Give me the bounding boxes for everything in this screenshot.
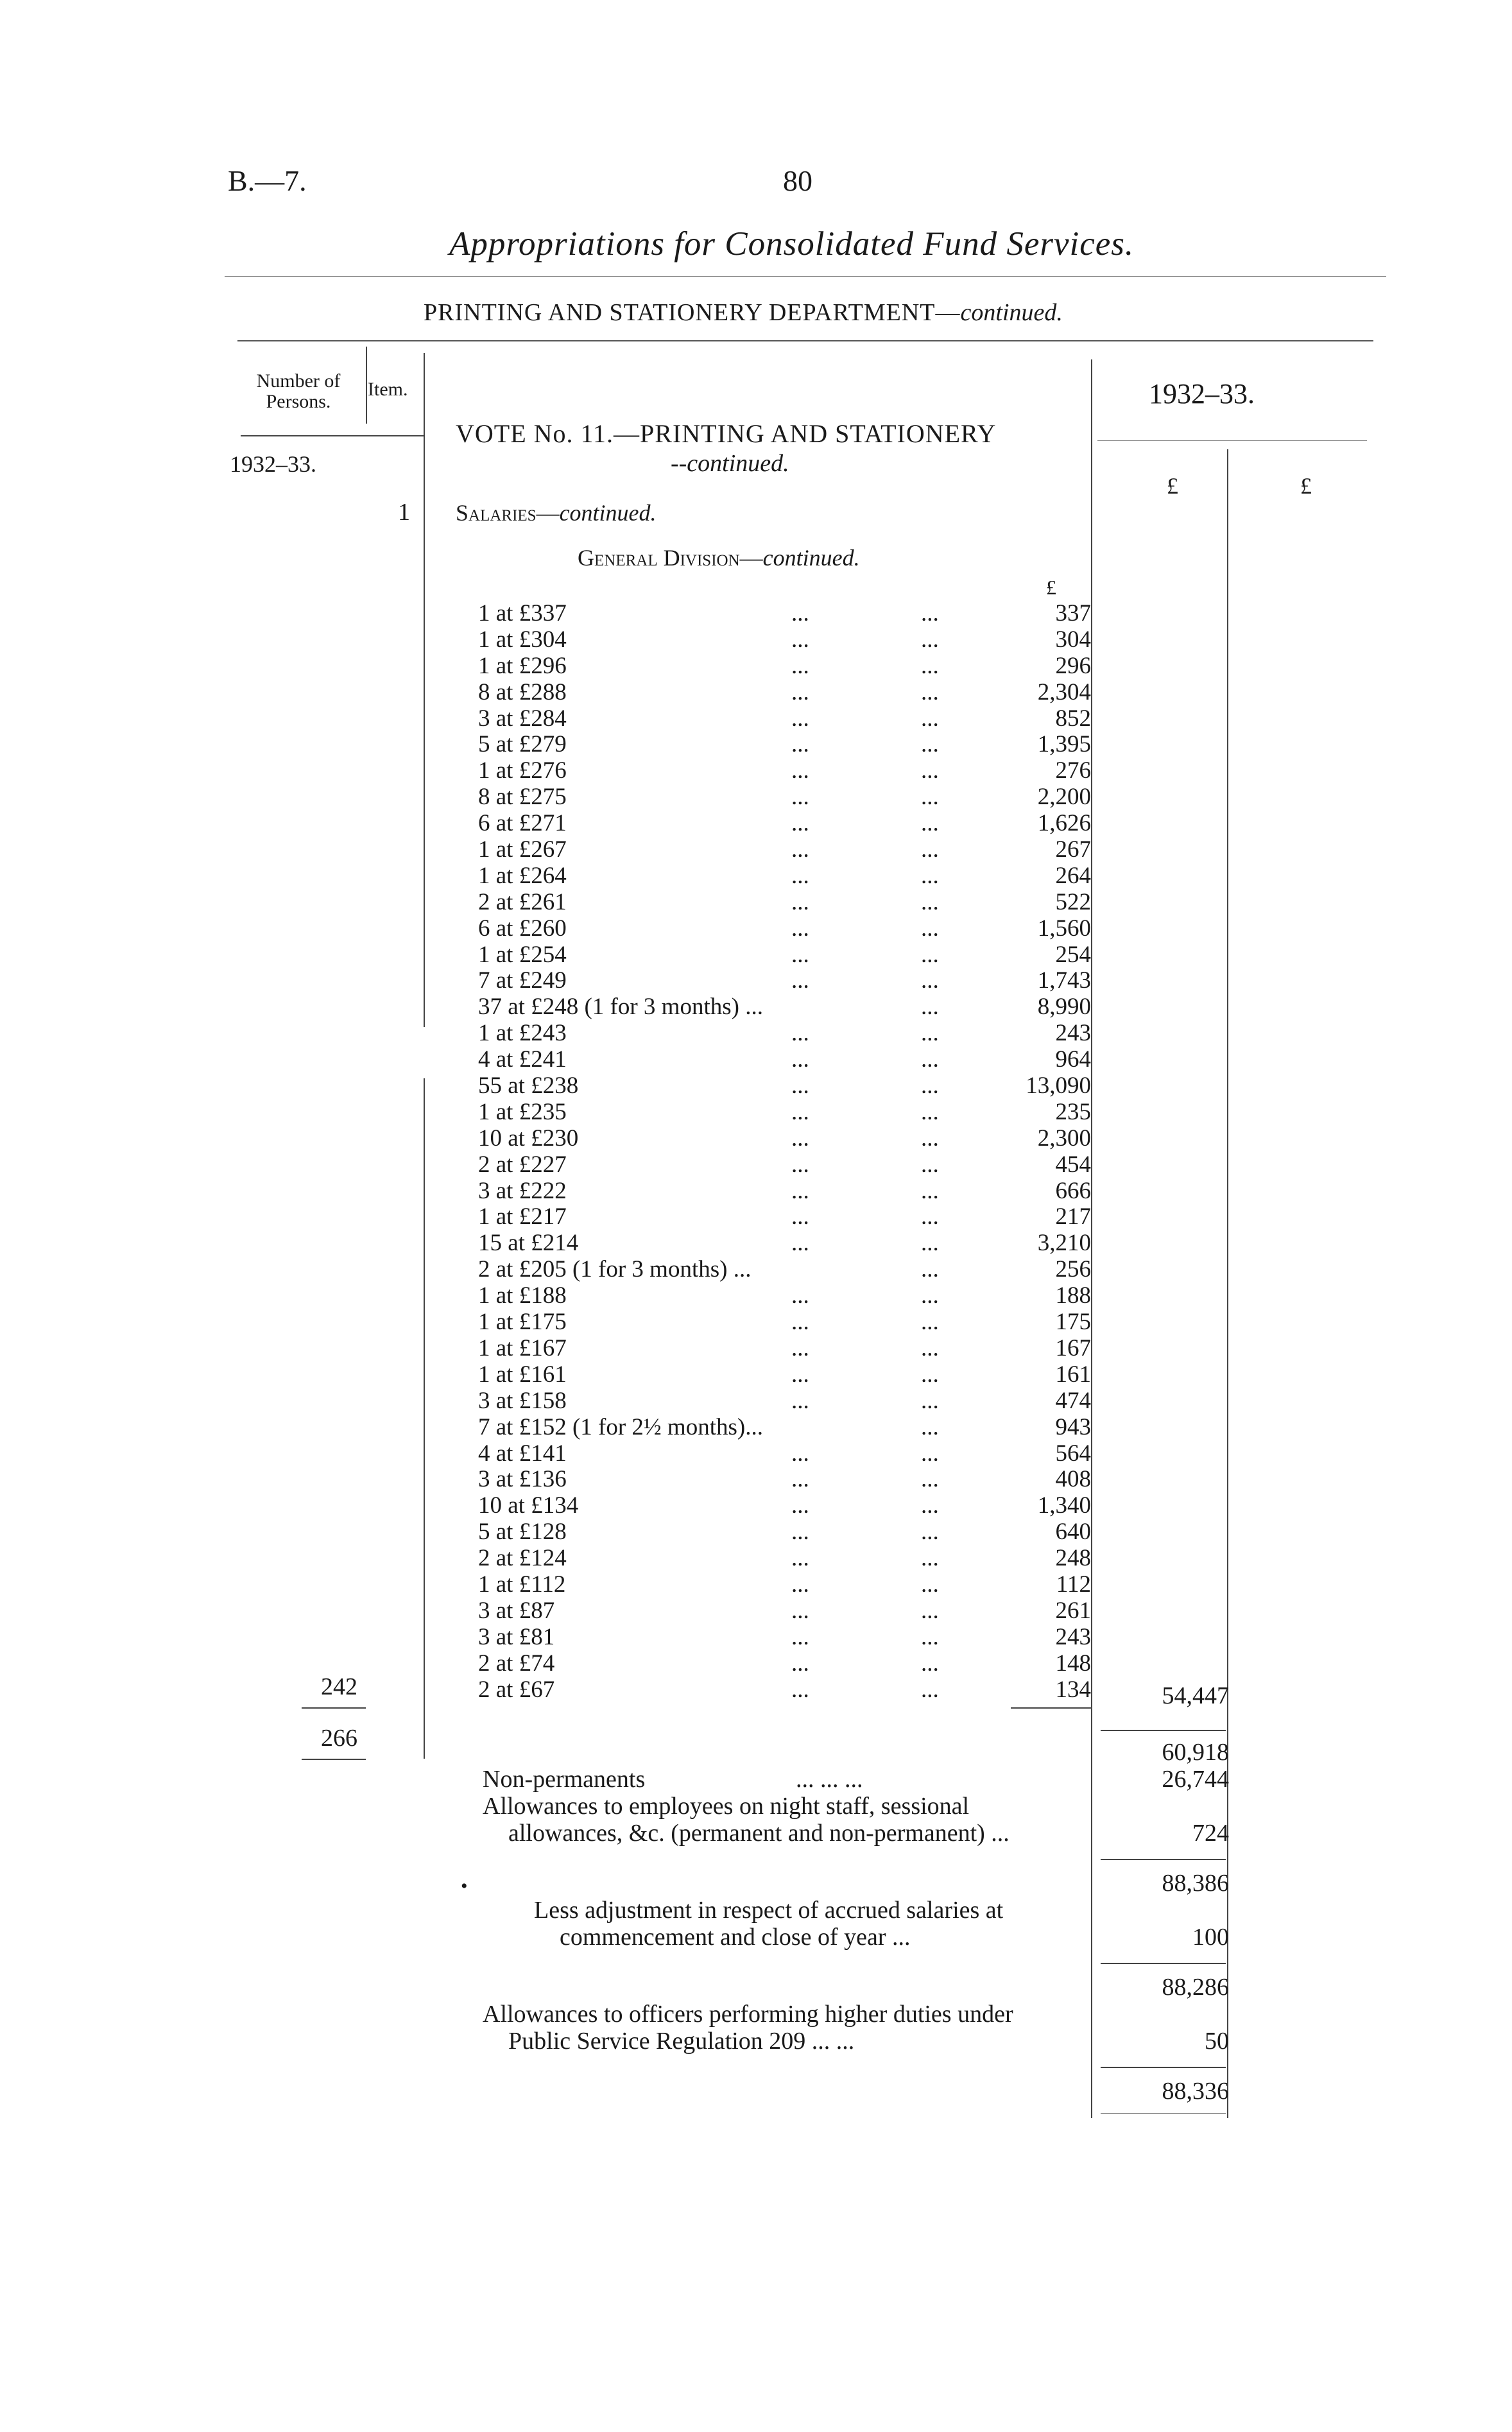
leader-dots: ... xyxy=(791,1650,809,1677)
less-adjustment-amount: 100 xyxy=(1192,1924,1229,1951)
leader-dots: ... xyxy=(791,1125,809,1151)
leader-dots: ... xyxy=(921,862,939,889)
rate-label: 1 at £276 xyxy=(478,757,567,784)
leader-dots: ... xyxy=(921,1440,939,1467)
rate-label: 3 at £222 xyxy=(478,1177,567,1204)
rate-amount: 2,300 xyxy=(1037,1125,1091,1151)
salaries-continued: continued. xyxy=(559,500,657,526)
rate-label: 4 at £241 xyxy=(478,1046,567,1073)
leader-dots: ... xyxy=(791,836,809,863)
general-division-continued: continued. xyxy=(762,545,860,571)
salaries-heading xyxy=(456,499,657,526)
table-row xyxy=(478,1546,1091,1572)
rate-amount: 148 xyxy=(1055,1650,1091,1677)
leader-dots: ... xyxy=(791,1466,809,1493)
subtotal-two: 88,386 xyxy=(1162,1870,1229,1897)
amount-column-left-divider xyxy=(1091,359,1092,2118)
table-row xyxy=(478,1100,1091,1126)
item-column-divider xyxy=(424,353,425,1027)
leader-dots: ... xyxy=(921,1519,939,1546)
table-row xyxy=(478,1152,1091,1178)
rate-label: 4 at £141 xyxy=(478,1440,567,1467)
rate-label: 7 at £249 xyxy=(478,967,567,994)
department-heading xyxy=(424,298,1063,327)
table-row xyxy=(478,653,1091,680)
rate-amount: 243 xyxy=(1055,1020,1091,1047)
rate-amount: 256 xyxy=(1055,1256,1091,1283)
rate-amount: 254 xyxy=(1055,941,1091,968)
rate-label: 10 at £230 xyxy=(478,1125,579,1151)
leader-dots: ... xyxy=(791,1309,809,1336)
leader-dots: ... xyxy=(921,600,939,626)
amount-column-mid-divider xyxy=(1227,449,1228,2118)
rate-label: 1 at £112 xyxy=(478,1571,566,1598)
salaries-label: Salaries— xyxy=(456,500,560,526)
leader-dots: ... xyxy=(791,1151,809,1178)
persons-subtotal: 242 xyxy=(321,1673,357,1700)
rate-amount: 243 xyxy=(1055,1623,1091,1650)
rate-label: 2 at £227 xyxy=(478,1151,567,1178)
rate-label: 3 at £158 xyxy=(478,1387,567,1414)
rate-label: 6 at £260 xyxy=(478,915,567,942)
year-header: 1932–33. xyxy=(1149,378,1255,410)
table-row xyxy=(478,1388,1091,1415)
rule-before-grand-total xyxy=(1101,2067,1226,2068)
rate-label: 15 at £214 xyxy=(478,1230,579,1257)
rate-label: 3 at £284 xyxy=(478,705,567,732)
leader-dots: ... xyxy=(921,1361,939,1388)
rate-amount: 235 xyxy=(1055,1098,1091,1125)
rate-amount: 454 xyxy=(1055,1151,1091,1178)
rate-label: 7 at £152 (1 for 2½ months)... xyxy=(478,1413,763,1440)
table-row xyxy=(478,1651,1091,1677)
leader-dots: ... xyxy=(921,1466,939,1493)
rate-label: 37 at £248 (1 for 3 months) ... xyxy=(478,994,763,1021)
leader-dots: ... xyxy=(791,731,809,758)
rate-label: 8 at £275 xyxy=(478,784,567,811)
leader-dots: ... xyxy=(921,1545,939,1572)
leader-dots: ... xyxy=(921,1046,939,1073)
rate-amount: 296 xyxy=(1055,652,1091,679)
rate-label: 1 at £337 xyxy=(478,600,567,626)
table-row xyxy=(478,1677,1091,1703)
leader-dots: ... xyxy=(791,626,809,653)
leader-dots: ... xyxy=(921,705,939,732)
leader-dots: ... xyxy=(791,784,809,811)
rate-label: 2 at £74 xyxy=(478,1650,555,1677)
subtotal-one: 60,918 xyxy=(1162,1739,1229,1766)
division-subtotal-rule xyxy=(1011,1707,1091,1709)
table-row xyxy=(478,1625,1091,1651)
pound-header-left: £ xyxy=(1167,473,1178,499)
persons-total: 266 xyxy=(321,1725,357,1752)
leader-dots: ... xyxy=(791,1073,809,1100)
leader-dots: ... xyxy=(791,1623,809,1650)
leader-dots: ... xyxy=(921,1177,939,1204)
rate-label: 6 at £271 xyxy=(478,810,567,837)
table-row xyxy=(478,758,1091,784)
rule-after-allowances xyxy=(1101,1859,1226,1860)
general-division-label: General Division— xyxy=(578,545,763,571)
number-of-persons-header: Number of Persons. xyxy=(256,370,341,412)
leader-dots: ... xyxy=(921,1230,939,1257)
rate-amount: 248 xyxy=(1055,1545,1091,1572)
margin-marker: • xyxy=(461,1876,468,1897)
table-row xyxy=(478,680,1091,706)
rate-amount: 666 xyxy=(1055,1177,1091,1204)
leader-dots: ... xyxy=(921,1413,939,1440)
rate-label: 3 at £81 xyxy=(478,1623,555,1650)
table-row xyxy=(478,1047,1091,1073)
vote-continued: --continued. xyxy=(671,450,789,477)
leader-dots: ... xyxy=(791,1334,809,1361)
leader-dots: ... xyxy=(791,1230,809,1257)
leader-dots: ... xyxy=(921,888,939,915)
table-row xyxy=(478,627,1091,653)
subtotal-three: 88,286 xyxy=(1162,1974,1229,2001)
leader-dots: ... xyxy=(791,967,809,994)
leader-dots: ... xyxy=(921,678,939,705)
rate-label: 8 at £288 xyxy=(478,678,567,705)
table-row xyxy=(478,784,1091,811)
table-row xyxy=(478,1598,1091,1625)
rate-label: 1 at £267 xyxy=(478,836,567,863)
table-row xyxy=(478,1467,1091,1493)
leader-dots: ... xyxy=(791,1046,809,1073)
table-row xyxy=(478,1572,1091,1598)
leader-dots: ... xyxy=(921,994,939,1021)
rule-after-grand-total xyxy=(1101,2113,1226,2114)
leader-dots: ... xyxy=(921,967,939,994)
table-row xyxy=(478,837,1091,863)
leader-dots: ... xyxy=(921,1125,939,1151)
leader-dots: ... xyxy=(921,1151,939,1178)
rate-amount: 943 xyxy=(1055,1413,1091,1440)
department-name: PRINTING AND STATIONERY DEPARTMENT— xyxy=(424,299,961,326)
leader-dots: ... xyxy=(921,810,939,837)
rate-label: 1 at £217 xyxy=(478,1203,567,1230)
table-row xyxy=(478,890,1091,916)
general-division-heading xyxy=(578,544,860,571)
rate-amount: 261 xyxy=(1055,1597,1091,1624)
year-header-rule xyxy=(1097,440,1367,441)
rule-after-division-total xyxy=(1101,1730,1226,1731)
leader-dots: ... xyxy=(791,1545,809,1572)
leader-dots: ... xyxy=(921,1571,939,1598)
leader-dots: ... xyxy=(791,1676,809,1703)
table-row xyxy=(478,968,1091,994)
division-total: 54,447 xyxy=(1162,1682,1229,1709)
grand-total: 88,336 xyxy=(1162,2078,1229,2105)
rate-amount: 1,626 xyxy=(1037,810,1091,837)
rate-amount: 852 xyxy=(1055,705,1091,732)
table-row xyxy=(478,1493,1091,1519)
rate-amount: 522 xyxy=(1055,888,1091,915)
table-row xyxy=(478,1336,1091,1362)
table-row xyxy=(478,1283,1091,1309)
leader-dots: ... xyxy=(791,941,809,968)
leader-dots: ... xyxy=(921,757,939,784)
rate-amount: 564 xyxy=(1055,1440,1091,1467)
leader-dots: ... xyxy=(921,1387,939,1414)
persons-header-rule xyxy=(241,435,424,436)
rule-after-adjustment xyxy=(1101,1963,1226,1964)
leader-dots: ... xyxy=(921,1098,939,1125)
allowances-line-1: Allowances to employees on night staff, sessional xyxy=(483,1793,970,1820)
rate-label: 1 at £264 xyxy=(478,862,567,889)
leader-dots: ... xyxy=(791,1020,809,1047)
leader-dots: ... xyxy=(791,1492,809,1519)
non-permanents-amount: 26,744 xyxy=(1162,1766,1229,1793)
table-row xyxy=(478,1178,1091,1205)
persons-year-header: 1932–33. xyxy=(230,451,316,477)
leader-dots: ... xyxy=(921,1282,939,1309)
document-reference: B.—7. xyxy=(228,164,307,197)
leader-dots: ... xyxy=(791,862,809,889)
table-row xyxy=(478,1415,1091,1441)
rate-amount: 167 xyxy=(1055,1334,1091,1361)
rate-amount: 276 xyxy=(1055,757,1091,784)
rate-amount: 8,990 xyxy=(1037,994,1091,1021)
leader-dots: ... xyxy=(791,600,809,626)
rate-amount: 267 xyxy=(1055,836,1091,863)
rate-amount: 112 xyxy=(1056,1571,1091,1598)
item-column-divider-lower xyxy=(424,1078,425,1759)
salary-rows xyxy=(478,601,1091,1703)
table-row xyxy=(478,1073,1091,1100)
rate-amount: 474 xyxy=(1055,1387,1091,1414)
rate-amount: 1,743 xyxy=(1037,967,1091,994)
item-header: Item. xyxy=(368,379,408,400)
table-row xyxy=(478,1126,1091,1152)
rate-amount: 175 xyxy=(1055,1309,1091,1336)
leader-dots: ... xyxy=(791,888,809,915)
table-row xyxy=(478,916,1091,942)
leader-dots: ... xyxy=(921,1073,939,1100)
rate-label: 5 at £279 xyxy=(478,731,567,758)
rate-amount: 1,340 xyxy=(1037,1492,1091,1519)
leader-dots: ... xyxy=(791,915,809,942)
leader-dots: ... xyxy=(921,1492,939,1519)
leader-dots: ... xyxy=(791,1282,809,1309)
item-number: 1 xyxy=(398,499,410,526)
higher-duties-line-1: Allowances to officers performing higher duties under xyxy=(483,2001,1013,2028)
rate-amount: 2,200 xyxy=(1037,784,1091,811)
department-continued: continued. xyxy=(960,299,1063,326)
less-adjustment-line-2: commencement and close of year ... xyxy=(560,1924,911,1951)
leader-dots: ... xyxy=(921,1020,939,1047)
leader-dots: ... xyxy=(921,1623,939,1650)
persons-total-rule xyxy=(302,1759,366,1760)
higher-duties-amount: 50 xyxy=(1205,2028,1229,2055)
leader-dots: ... xyxy=(921,731,939,758)
rate-amount: 188 xyxy=(1055,1282,1091,1309)
table-row xyxy=(478,942,1091,969)
leader-dots: ... xyxy=(791,757,809,784)
rate-label: 1 at £304 xyxy=(478,626,567,653)
pound-header-right: £ xyxy=(1300,473,1312,499)
rate-amount: 337 xyxy=(1055,600,1091,626)
table-row xyxy=(478,1309,1091,1336)
table-row xyxy=(478,863,1091,890)
table-row xyxy=(478,1441,1091,1467)
page-number: 80 xyxy=(783,164,812,197)
leader-dots: ... xyxy=(921,941,939,968)
table-row xyxy=(478,706,1091,732)
rate-amount: 217 xyxy=(1055,1203,1091,1230)
rate-amount: 2,304 xyxy=(1037,678,1091,705)
rate-amount: 1,560 xyxy=(1037,915,1091,942)
persons-subtotal-rule xyxy=(302,1707,366,1709)
leader-dots: ... xyxy=(791,1571,809,1598)
leader-dots: ... xyxy=(791,1098,809,1125)
leader-dots: ... xyxy=(791,1177,809,1204)
higher-duties-line-2: Public Service Regulation 209 ... ... xyxy=(508,2028,855,2055)
rate-label: 2 at £261 xyxy=(478,888,567,915)
leader-dots: ... xyxy=(921,1650,939,1677)
table-row xyxy=(478,1204,1091,1230)
leader-dots: ... xyxy=(791,705,809,732)
leader-dots: ... xyxy=(791,1597,809,1624)
allowances-amount: 724 xyxy=(1192,1820,1229,1847)
table-row xyxy=(478,1362,1091,1388)
table-row xyxy=(478,1021,1091,1047)
rate-amount: 1,395 xyxy=(1037,731,1091,758)
rate-amount: 13,090 xyxy=(1026,1073,1091,1100)
rate-label: 1 at £243 xyxy=(478,1020,567,1047)
leader-dots: ... xyxy=(791,1387,809,1414)
table-row xyxy=(478,811,1091,837)
rate-amount: 134 xyxy=(1055,1676,1091,1703)
table-row xyxy=(478,732,1091,758)
rate-label: 3 at £136 xyxy=(478,1466,567,1493)
rate-label: 1 at £161 xyxy=(478,1361,567,1388)
non-permanents-label: Non-permanents xyxy=(483,1766,646,1793)
rate-amount: 161 xyxy=(1055,1361,1091,1388)
rate-amount: 3,210 xyxy=(1037,1230,1091,1257)
leader-dots: ... xyxy=(791,1203,809,1230)
table-row xyxy=(478,1257,1091,1283)
rate-label: 2 at £205 (1 for 3 months) ... xyxy=(478,1256,752,1283)
rate-label: 1 at £167 xyxy=(478,1334,567,1361)
table-row xyxy=(478,1230,1091,1257)
rate-label: 2 at £67 xyxy=(478,1676,555,1703)
table-row xyxy=(478,601,1091,627)
vote-title: VOTE No. 11.—PRINTING AND STATIONERY xyxy=(456,419,997,448)
title-rule xyxy=(225,276,1386,277)
rate-label: 1 at £235 xyxy=(478,1098,567,1125)
leader-dots: ... xyxy=(791,1440,809,1467)
leader-dots: ... xyxy=(921,652,939,679)
division-pound-sign: £ xyxy=(1046,576,1056,599)
rate-label: 1 at £254 xyxy=(478,941,567,968)
allowances-line-2: allowances, &c. (permanent and non-permanent) ... xyxy=(508,1820,1009,1847)
leader-dots: ... xyxy=(791,810,809,837)
rate-amount: 304 xyxy=(1055,626,1091,653)
page-title: Appropriations for Consolidated Fund Services. xyxy=(449,225,1135,263)
leader-dots: ... xyxy=(921,1203,939,1230)
rate-label: 1 at £296 xyxy=(478,652,567,679)
leader-dots: ... xyxy=(921,1309,939,1336)
less-adjustment-line-1: Less adjustment in respect of accrued salaries at xyxy=(534,1897,1004,1924)
rate-amount: 264 xyxy=(1055,862,1091,889)
rate-label: 5 at £128 xyxy=(478,1519,567,1546)
leader-dots: ... xyxy=(921,1676,939,1703)
table-row xyxy=(478,1519,1091,1546)
leader-dots: ... xyxy=(921,626,939,653)
leader-dots: ... xyxy=(921,784,939,811)
leader-dots: ... xyxy=(921,1334,939,1361)
leader-dots: ... xyxy=(921,915,939,942)
leader-dots: ... xyxy=(921,1256,939,1283)
rate-amount: 408 xyxy=(1055,1466,1091,1493)
rate-label: 1 at £175 xyxy=(478,1309,567,1336)
rate-label: 2 at £124 xyxy=(478,1545,567,1572)
rate-amount: 964 xyxy=(1055,1046,1091,1073)
leader-dots: ... xyxy=(921,1597,939,1624)
leader-dots: ... xyxy=(791,652,809,679)
table-row xyxy=(478,994,1091,1021)
table-top-rule xyxy=(237,340,1373,341)
non-permanents-leaders: ... ... ... xyxy=(796,1766,863,1793)
rate-label: 3 at £87 xyxy=(478,1597,555,1624)
rate-label: 10 at £134 xyxy=(478,1492,579,1519)
rate-label: 55 at £238 xyxy=(478,1073,579,1100)
leader-dots: ... xyxy=(791,678,809,705)
rate-amount: 640 xyxy=(1055,1519,1091,1546)
leader-dots: ... xyxy=(921,836,939,863)
leader-dots: ... xyxy=(791,1361,809,1388)
leader-dots: ... xyxy=(791,1519,809,1546)
rate-label: 1 at £188 xyxy=(478,1282,567,1309)
